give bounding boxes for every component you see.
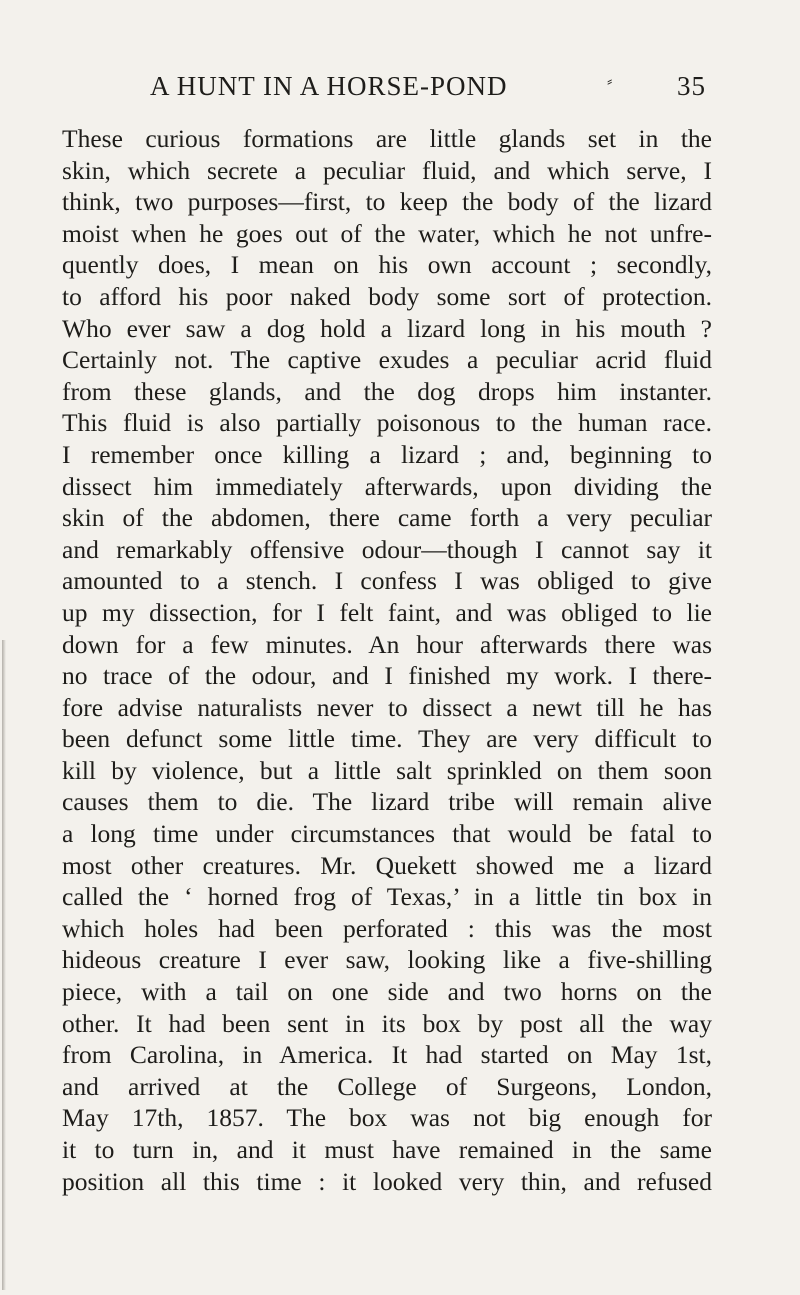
- text-line: moist when he goes out of the water, which he not unfre-: [62, 218, 712, 248]
- running-header: [150, 66, 710, 106]
- text-line: down for a few minutes. An hour afterwards there was: [62, 629, 712, 659]
- text-line: and remarkably offensive odour—though I cannot say it: [62, 534, 712, 564]
- text-line: This fluid is also partially poisonous to the human race.: [62, 408, 712, 438]
- text-line: from Carolina, in America. It had started on May 1st,: [62, 1040, 712, 1070]
- text-line: other. It had been sent in its box by post all the way: [62, 1008, 712, 1038]
- header-ornament: ⸗: [607, 73, 614, 90]
- text-line: amounted to a stench. I confess I was obliged to give: [62, 566, 712, 596]
- text-line: I remember once killing a lizard ; and, beginning to: [62, 439, 712, 469]
- text-line: These curious formations are little glands set in the: [62, 124, 712, 153]
- chapter-title: A HUNT IN A HORSE-POND: [150, 71, 508, 101]
- text-line: kill by violence, but a little salt sprinkled on them soon: [62, 755, 712, 785]
- text-line: and arrived at the College of Surgeons, London,: [62, 1071, 712, 1101]
- text-line: skin, which secrete a peculiar fluid, and which serve, I: [62, 155, 712, 185]
- text-line: called the ‘ horned frog of Texas,’ in a little tin box in: [62, 882, 712, 912]
- text-line: most other creatures. Mr. Quekett showed me a lizard: [62, 850, 712, 880]
- text-line: a long time under circumstances that would be fatal to: [62, 819, 712, 849]
- page-number: 35: [677, 71, 706, 101]
- text-line: to afford his poor naked body some sort of protection.: [62, 281, 712, 311]
- text-line: think, two purposes—first, to keep the body of the lizard: [62, 187, 712, 217]
- page-edge-shadow: [2, 640, 6, 1290]
- text-line: causes them to die. The lizard tribe will remain alive: [62, 787, 712, 817]
- text-line: position all this time : it looked very thin, and refused: [62, 1166, 712, 1196]
- text-line: which holes had been perforated : this was the most: [62, 913, 712, 943]
- text-line: piece, with a tail on one side and two horns on the: [62, 977, 712, 1007]
- text-line: hideous creature I ever saw, looking like a five-shilling: [62, 945, 712, 975]
- text-line: skin of the abdomen, there came forth a very peculiar: [62, 503, 712, 533]
- text-line: no trace of the odour, and I finished my work. I there-: [62, 661, 712, 691]
- body-text: [62, 123, 712, 1197]
- text-line: from these glands, and the dog drops him instanter.: [62, 376, 712, 406]
- text-line: fore advise naturalists never to dissect a newt till he has: [62, 692, 712, 722]
- text-line: Who ever saw a dog hold a lizard long in his mouth ?: [62, 313, 712, 343]
- text-line: been defunct some little time. They are very difficult to: [62, 724, 712, 754]
- text-line: it to turn in, and it must have remained in the same: [62, 1135, 712, 1164]
- text-line: up my dissection, for I felt faint, and was obliged to lie: [62, 597, 712, 627]
- text-line: Certainly not. The captive exudes a peculiar acrid fluid: [62, 345, 712, 375]
- text-line: May 17th, 1857. The box was not big enough for: [62, 1103, 712, 1133]
- text-line: dissect him immediately afterwards, upon dividing the: [62, 471, 712, 501]
- text-line: quently does, I mean on his own account ; secondly,: [62, 250, 712, 280]
